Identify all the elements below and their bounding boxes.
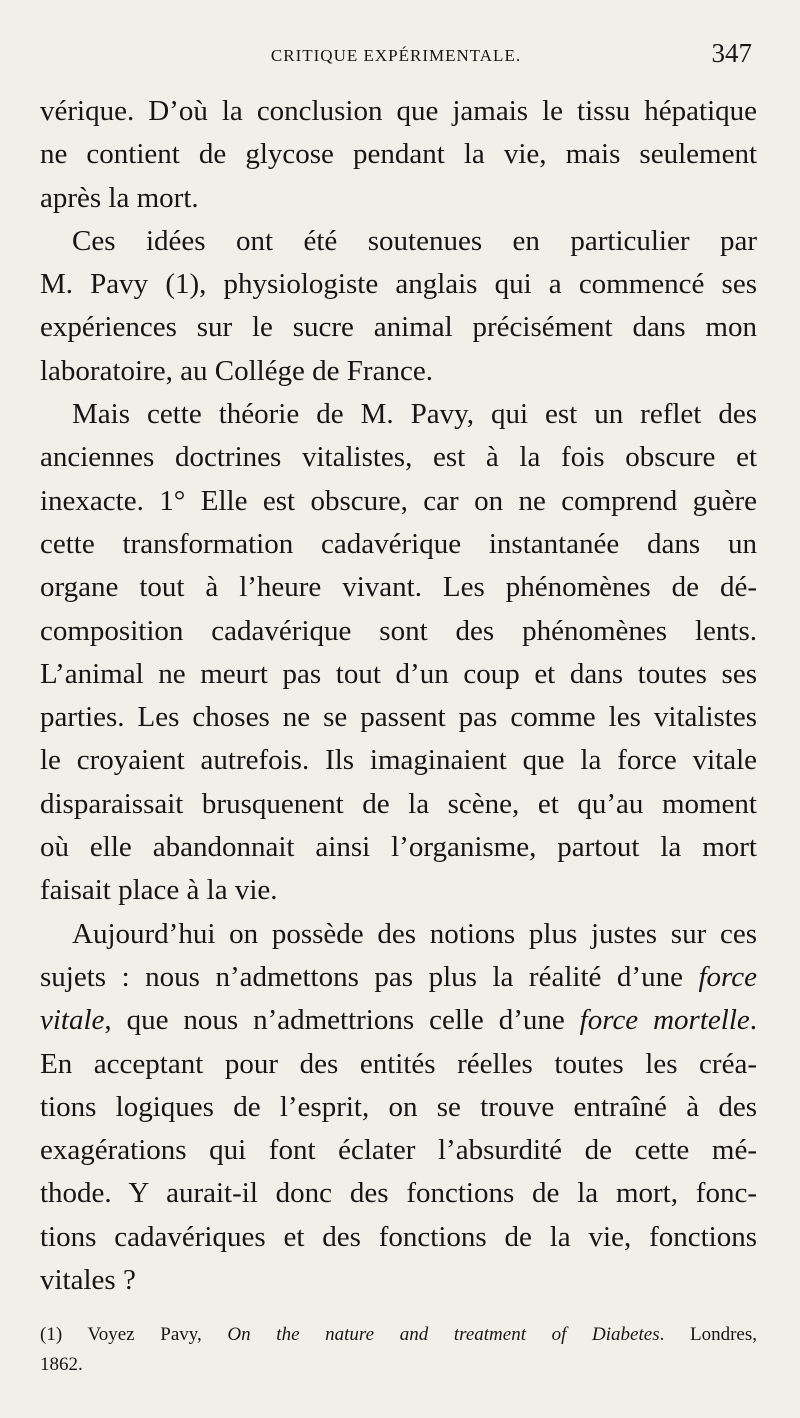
text-line: Aujourd’hui on possède des notions plus justes sur ces bbox=[72, 917, 757, 950]
footnote-title: On the nature and treatment of Diabetes bbox=[227, 1324, 660, 1345]
text-line: L’animal ne meurt pas tout d’un coup et dans toutes ses bbox=[40, 657, 757, 690]
text-segment: , que nous n’admettrions celle d’une bbox=[104, 1004, 565, 1037]
page-header bbox=[40, 38, 752, 78]
text-line: où elle abandonnait ainsi l’organisme, partout la mort bbox=[40, 831, 757, 864]
text-line: Ces idées ont été soutenues en particulier par bbox=[72, 224, 757, 257]
text-line: anciennes doctrines vitalistes, est à la fois obscure et bbox=[40, 441, 757, 474]
text-line: tions cadavériques et des fonctions de la vie, fonctions bbox=[40, 1220, 757, 1253]
italic-term: force bbox=[698, 960, 757, 993]
text-line: En acceptant pour des entités réelles toutes les créa- bbox=[40, 1047, 757, 1080]
text-line: thode. Y aurait-il donc des fonctions de la mort, fonc- bbox=[40, 1177, 757, 1210]
text-line: inexacte. 1° Elle est obscure, car on ne comprend guère bbox=[40, 484, 757, 517]
text-line: le croyaient autrefois. Ils imaginaient que la force vitale bbox=[40, 744, 757, 777]
text-line: exagérations qui font éclater l’absurdité de cette mé- bbox=[40, 1134, 757, 1167]
text-line: ne contient de glycose pendant la vie, mais seulement bbox=[40, 138, 757, 171]
text-segment: sujets : nous n’admettons pas plus la réalité d’une bbox=[40, 960, 683, 993]
text-line: après la mort. bbox=[40, 181, 199, 214]
text-line: cette transformation cadavérique instantanée dans un bbox=[40, 527, 757, 560]
footnote-suffix: . Londres, bbox=[659, 1324, 758, 1345]
text-line-mixed bbox=[40, 956, 757, 999]
text-line: organe tout à l’heure vivant. Les phénomènes de dé- bbox=[40, 571, 757, 604]
text-line: disparaissait brusquenent de la scène, et qu’au moment bbox=[40, 787, 757, 820]
text-line: expériences sur le sucre animal précisément dans mon bbox=[40, 311, 757, 344]
text-line: laboratoire, au Collége de France. bbox=[40, 354, 433, 387]
text-line: tions logiques de l’esprit, on se trouve entraîné à des bbox=[40, 1090, 757, 1123]
text-line: M. Pavy (1), physiologiste anglais qui a commencé ses bbox=[40, 268, 757, 301]
text-line: vitales ? bbox=[40, 1264, 136, 1297]
footnote-line bbox=[40, 1320, 757, 1350]
text-line: vérique. D’où la conclusion que jamais le tissu hépatique bbox=[40, 95, 757, 127]
footnote bbox=[40, 1320, 757, 1380]
italic-term: force mortelle bbox=[579, 1004, 750, 1037]
running-head: CRITIQUE EXPÉRIMENTALE. bbox=[270, 46, 522, 65]
text-line: Mais cette théorie de M. Pavy, qui est un reflet des bbox=[72, 398, 757, 431]
text-line: composition cadavérique sont des phénomènes lents. bbox=[40, 614, 757, 647]
text-line: parties. Les choses ne se passent pas comme les vitalistes bbox=[40, 701, 757, 734]
body-text bbox=[40, 90, 757, 1302]
page-number: 347 bbox=[711, 38, 752, 68]
italic-term: vitale bbox=[40, 1004, 105, 1037]
text-line-mixed bbox=[40, 999, 757, 1042]
text-line: faisait place à la vie. bbox=[40, 874, 278, 907]
footnote-prefix: (1) Voyez Pavy, bbox=[40, 1324, 202, 1345]
footnote-line: 1862. bbox=[40, 1354, 83, 1375]
text-segment: . bbox=[749, 1004, 757, 1037]
